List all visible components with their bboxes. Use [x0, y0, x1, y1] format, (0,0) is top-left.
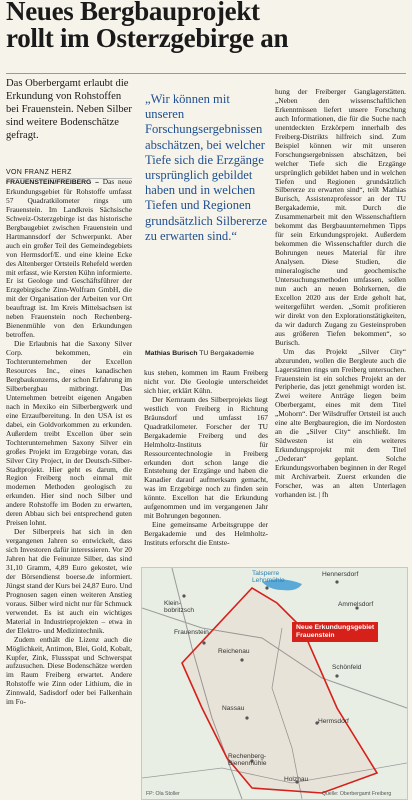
headline-line-1: Neues Bergbauprojekt [6, 0, 260, 26]
place-holzhau: Holzhau [284, 776, 309, 783]
paragraph: Eine gemeinsame Arbeitsgruppe der Bergakademie und des Helmholtz-Instituts erforscht die Entste- [144, 520, 268, 548]
place-hermsdorf: Hermsdorf [318, 718, 349, 725]
headline [6, 0, 406, 52]
map-legend-tag: Neue Erkundungsgebiet Frauenstein [292, 622, 378, 642]
exploration-area-map [141, 567, 408, 800]
article-column-1 [6, 178, 132, 798]
place-rechenberg-bienenmuehle: Rechenberg- Bienenmühle [228, 753, 267, 767]
place-schoenfeld: Schönfeld [332, 664, 362, 671]
paragraph: Zudem enthält die Lizenz auch die Möglichkeit, Antimon, Blei, Gold, Kobalt, Kupfer, Zink, Flussspat und Schwerspat aufzusuchen. Diese Bodenschätze werden im Raum Freiberg erwartet. Andere Rohstoffe wie Zinn oder Lithium, die in Zinnwald, Sadisdorf oder bei Falkenhain im Fo- [6, 634, 132, 707]
quote-affiliation: TU Bergakademie [199, 350, 255, 357]
place-hennersdorf: Hennersdorf [322, 571, 359, 578]
paragraph: Die Erlaubnis hat die Saxony Silver Corp. bekommen, ein Tochterunternehmen der Excellon Resources Inc., eines kanadischen Bergbaukonzerns, der schon Erfahrung im Silberbergbau mitbringt. Das Unternehmen betreibt eigenen Angaben nach in Mexiko ein Silberbergwerk und eine Erzaufbereitung. In den USA ist es dabei, ein Goldvorkommen zu erkunden. Außerdem treibt Excellon über sein Tochterunternehmen Saxony Silver ein großes Projekt im Erzgebirge voran, das Silver City Project, in der Deutsch-Silber-Stadtprojekt. Hier geht es darum, die Region Freiberg noch einmal mit modernen Methoden geologisch zu erkunden. Hier sind noch Silber und andere Rohstoffe im Boden zu erwarten, deren Abbau sich bei entsprechend guten Preisen lohnt. [6, 339, 132, 528]
headline-line-2: rollt im Osterzgebirge an [6, 23, 289, 53]
dateline: FRAUENSTEIN/FREIBERG – [6, 179, 99, 186]
place-talsperre-lehnmuehle: Talsperre Lehnmühle [252, 570, 285, 584]
map-source: Quelle: Oberbergamt Freiberg [322, 791, 392, 797]
place-frauenstein: Frauenstein [174, 629, 209, 636]
paragraph: Der Silberpreis hat sich in den vergangenen Jahren so entwickelt, dass sich Investoren dafür interessieren. Vor 20 Jahren hat die Feinunze Silber, das sind 31,10 Gramm, 4,89 Euro gekostet, wie der Börsendienst boerse.de informiert. Jüngst stand der Kurs bei 24,87 Euro. Und Prognosen sagen einen weiteren Anstieg voraus. Silber wird nicht nur für Schmuck verwendet. Es ist auch ein wichtiges Material in Industrieprojekten – etwa in der Elektro- und Medizintechnik. [6, 527, 132, 635]
place-nassau: Nassau [222, 705, 245, 712]
pull-quote-source [145, 350, 270, 357]
lead-paragraph: Das Oberbergamt erlaubt die Erkundung von Rohstoffen bei Frauenstein. Neben Silber sind weitere Bodenschätze gefragt. [6, 78, 132, 142]
article-column-3 [275, 88, 406, 558]
place-ammelsdorf: Ammelsdorf [338, 601, 374, 608]
paragraph-text: Das neue Erkundungsgebiet für Rohstoffe umfasst 57 Quadratkilometer rings um Frauenstein. Im Landkreis Sächsische Schweiz-Osterzgebirge ist das historische Bergbaugebiet zwischen Frauenstein und Hartmannsdorf der Schwerpunkt. Aber auch ein großer Teil des Gemeindegebiets von Hermsdorf/E. und eine kleine Ecke des Altenberger Ortsteils Rehefeld werden mit erfasst, wie Kersten Kühn informierte. Er ist Geologe und Geschäftsführer der Erzgebirgische Zinn-Wolfram GmbH, die mit der Organisation der Arbeiten vor Ort beauftragt ist. Im Kreis Mittelsachsen ist neben Frauenstein noch Rechenberg-Bienenmühle von den Erkundungen betroffen. [6, 178, 132, 340]
map-credit: FP: Ola Stoller [146, 791, 180, 797]
quote-author: Mathias Burisch [145, 350, 198, 357]
paragraph: Der Kernraum des Silberprojekts liegt westlich von Freiberg in Richtung Bräunsdorf und umfasst 167 Quadratkilometer. Forscher der TU Bergakademie Freiberg und des Helmholtz-Instituts für Ressourcentechnologie in Freiberg erkunden dort schon lange die Entstehung der Erzgänge und haben die Kanadier darauf aufmerksam gemacht, was im Erzgebirge noch zu finden sein könnte. Excellon hat die Erkundung aufgenommen und im vergangenen Jahr mit Bohrungen begonnen. [144, 394, 268, 521]
headline-rule [6, 73, 406, 74]
article-column-2 [144, 369, 268, 559]
paragraph: hung der Freiberger Ganglagerstätten. „Neben den wissenschaftlichen Erkenntnissen liefert unsere Forschung auch Informationen, die für die Suche nach unentdeckten Erzkörpern innerhalb des Freiberg-Distrikts hilfreich sind. Zum Beispiel können wir mit unseren Forschungsergebnissen abschätzen, bei welcher Tiefe sich die Erzgänge ursprünglich gebildet haben und in welchen Tiefen und Regionen grundsätzlich Silbererze zu erwarten sind“, teilt Mathias Burisch, Assistenzprofessor an der TU Bergakademie, mit. Durch die Zusammenarbeit mit den Wissenschaftlern bekommt das Bergbauunternehmen Tipps für sein Erkundungsprojekt. Außerdem bekommen die Wissenschaftler durch die Bohrungen neues Material für ihre Analysen. Diese Studien, die mineralogische und geochemische Untersuchungsmethoden umfassen, sollen nun auch an neuen Bohrkernen, die Excellon 2020 aus der Erde geholt hat, weitergeführt werden. „Somit profitieren wir direkt von den Explorationstätigkeiten, da wir dadurch Zugang zu Gesteinsproben aus größeren Tiefen bekommen“, so Burisch. [275, 88, 406, 347]
paragraph [6, 178, 132, 340]
place-reichenau: Reichenau [218, 648, 250, 655]
paragraph: Um das Projekt „Silver City“ abzurunden, wollen die Bergleute auch die Lagerstätten rings um Freiberg untersuchen. Frauenstein ist ein solches Projekt an der Peripherie, das jetzt genehmigt worden ist. Zwei weitere Anträge liegen beim Oberbergamt, eines mit dem Titel „Mohorn“. Der Wilsdruffer Ortsteil ist auch eine alte Bergbauregion, die im Nordosten an die „Silver City“ anschließt. Im Südwesten ist ein weiteres Erkundungsprojekt mit dem Titel „Oederan“ geplant. Solche Erkundungsvorhaben beginnen in der Regel mit Archivarbeit. Zuerst erkunden die Forscher, was an alten Unterlagen vorhanden ist. | fh [275, 346, 406, 499]
pull-quote: „Wir können mit unseren Forschungsergebnissen abschätzen, bei welcher Tiefe sich die Erzgänge ursprünglich gebildet haben und in welchen Tiefen und Regionen grundsätzlich Silbererze zu erwarten sind.“ [145, 92, 268, 243]
paragraph: kus stehen, kommen im Raum Freiberg nicht vor. Die Geologie unterscheidet sich hier, erklärt Kühn. [144, 369, 268, 395]
byline: VON FRANZ HERZ [6, 169, 132, 179]
place-kleinbobritzsch: Klein- bobritzsch [164, 600, 195, 614]
